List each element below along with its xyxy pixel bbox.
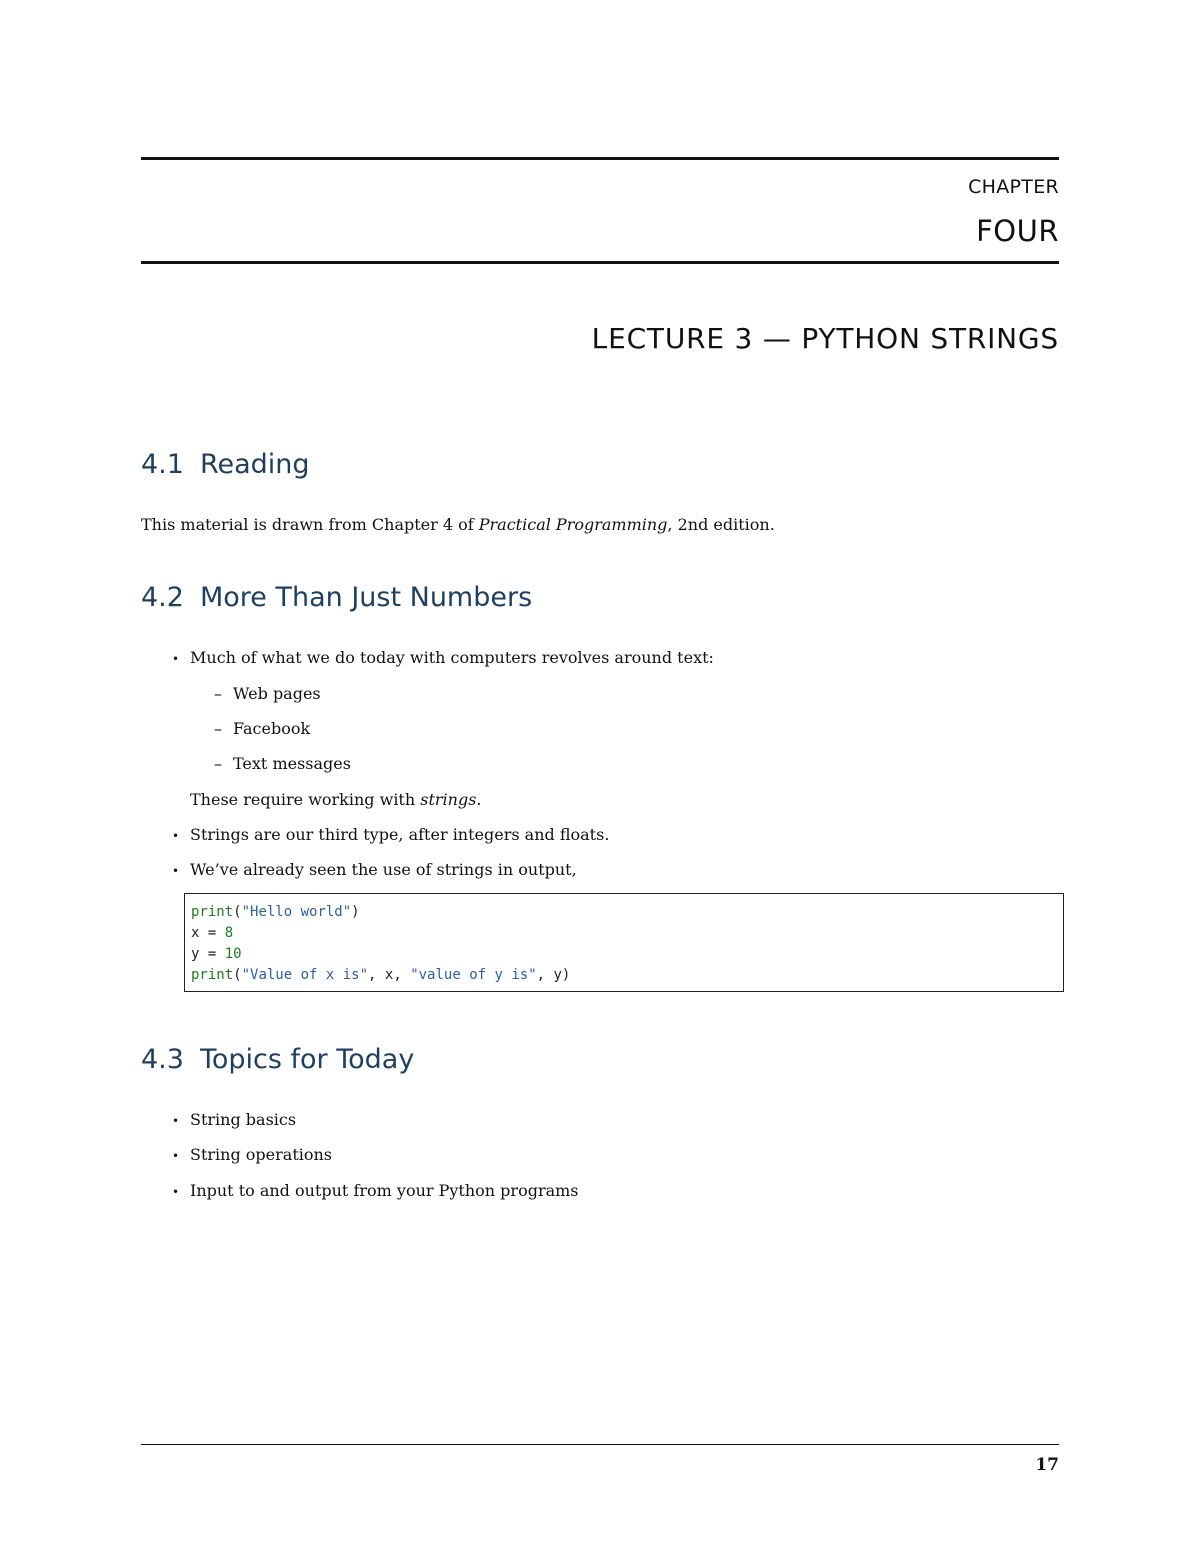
list-item: Strings are our third type, after integers and floats. [190,825,610,844]
code-line [191,902,1063,923]
section-heading-topics [141,1044,414,1075]
footer-rule [141,1444,1059,1445]
dash-icon: – [214,719,222,738]
sub-list-item: Web pages [233,684,321,703]
page-number: 17 [1035,1455,1059,1475]
chapter-top-rule [141,157,1059,160]
chapter-number: FOUR [976,214,1059,248]
list-item: Input to and output from your Python programs [190,1181,579,1200]
code-punct: , y) [536,967,571,983]
bullet-icon: • [172,1185,180,1199]
paragraph-text-end: , 2nd edition. [667,515,775,534]
chapter-bottom-rule [141,261,1059,264]
code-line [191,923,1063,944]
reading-paragraph [141,515,775,534]
sub-list-item: Facebook [233,719,311,738]
list-item: We’ve already seen the use of strings in output, [190,860,577,879]
code-keyword: print [191,904,234,920]
section-title: Topics for Today [199,1044,415,1075]
code-variable: y [191,946,200,962]
section-title: More Than Just Numbers [199,582,533,613]
code-string: "Value of x is" [241,967,369,983]
code-number: 8 [224,925,234,941]
dash-icon: – [214,684,222,703]
bullet-icon: • [172,829,180,843]
section-number: 4.2 [141,582,184,613]
list-item: Much of what we do today with computers revolves around text: [190,648,714,667]
code-string: "value of y is" [410,967,537,983]
list-item-follow-text [190,790,482,809]
emphasis-strings: strings [420,790,477,809]
section-heading-more-than-numbers [141,582,532,613]
code-variable: x [191,925,200,941]
code-punct: ) [351,904,360,920]
code-keyword: print [191,967,234,983]
follow-text-end: . [476,790,482,809]
code-string: "Hello world" [241,904,352,920]
bullet-icon: • [172,1149,180,1163]
code-line [191,965,1063,986]
code-operator: = [199,925,225,941]
bullet-icon: • [172,652,180,666]
sub-list-item: Text messages [233,754,351,773]
bullet-icon: • [172,864,180,878]
code-number: 10 [224,946,242,962]
section-number: 4.1 [141,449,184,480]
chapter-label: CHAPTER [968,176,1059,198]
section-title: Reading [199,449,310,480]
lecture-title: LECTURE 3 — PYTHON STRINGS [591,322,1059,355]
code-operator: = [199,946,225,962]
dash-icon: – [214,754,222,773]
paragraph-text: This material is drawn from Chapter 4 of [141,515,479,534]
book-title: Practical Programming [478,515,668,534]
bullet-icon: • [172,1114,180,1128]
code-punct: ( [233,904,242,920]
list-item: String basics [190,1110,297,1129]
section-number: 4.3 [141,1044,184,1075]
list-item: String operations [190,1145,333,1164]
code-punct: ( [233,967,242,983]
code-line [191,944,1063,965]
code-block [184,893,1064,992]
follow-text: These require working with [190,790,421,809]
code-args: , x, [368,967,411,983]
section-heading-reading [141,449,310,480]
